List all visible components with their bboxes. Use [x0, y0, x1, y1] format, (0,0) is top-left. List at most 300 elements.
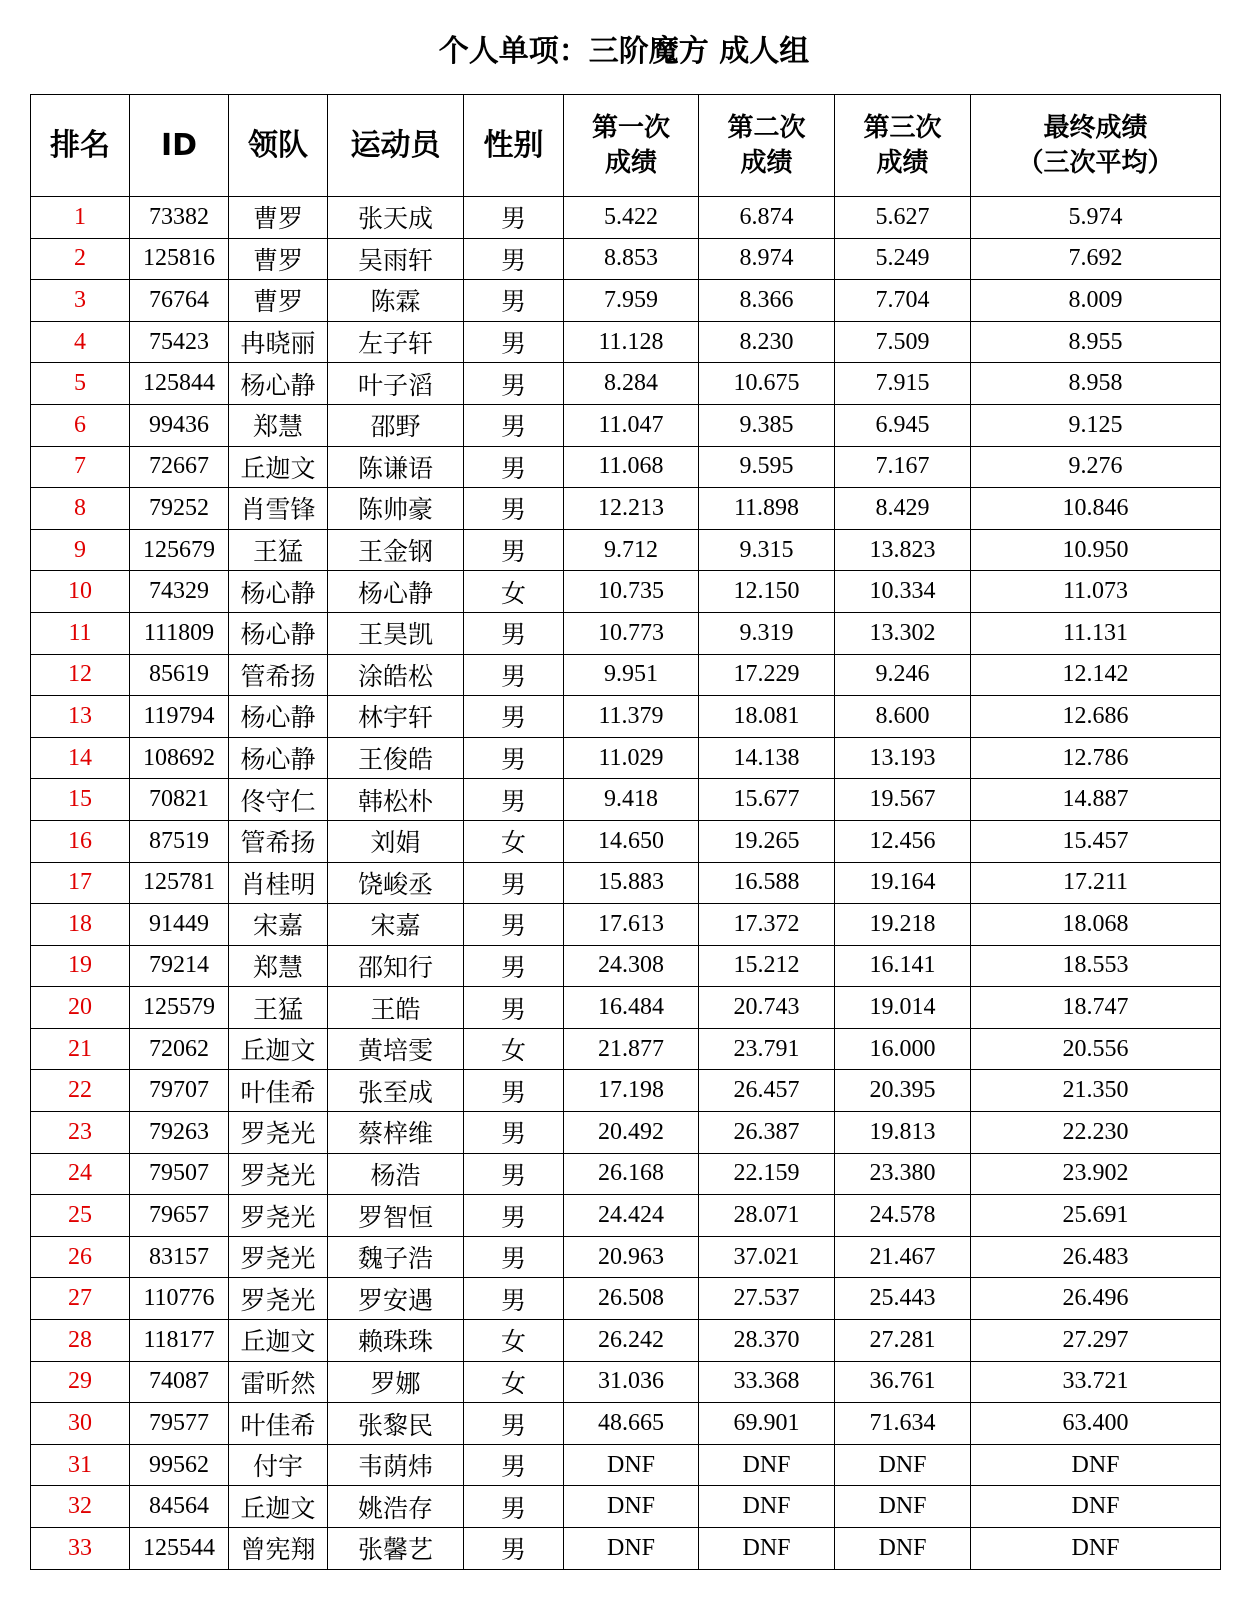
cell-attempt-1: 9.712	[564, 529, 699, 571]
table-row	[31, 446, 1221, 488]
cell-final: 12.786	[971, 737, 1221, 779]
cell-rank: 27	[31, 1278, 130, 1320]
cell-gender: 男	[464, 862, 564, 904]
results-table	[30, 94, 1221, 1570]
cell-rank: 10	[31, 571, 130, 613]
header-athlete: 运动员	[328, 95, 464, 197]
cell-id: 87519	[130, 820, 229, 862]
table-row	[31, 363, 1221, 405]
cell-final: 26.496	[971, 1278, 1221, 1320]
cell-attempt-2: 12.150	[699, 571, 835, 613]
cell-attempt-3: 19.164	[835, 862, 971, 904]
cell-id: 99436	[130, 404, 229, 446]
cell-attempt-2: DNF	[699, 1486, 835, 1528]
table-row	[31, 945, 1221, 987]
cell-athlete: 吴雨轩	[328, 238, 464, 280]
table-row	[31, 571, 1221, 613]
cell-gender: 男	[464, 737, 564, 779]
cell-gender: 女	[464, 1320, 564, 1362]
cell-rank: 18	[31, 904, 130, 946]
cell-leader: 罗尧光	[229, 1112, 328, 1154]
cell-athlete: 杨心静	[328, 571, 464, 613]
cell-gender: 男	[464, 779, 564, 821]
cell-final: 5.974	[971, 197, 1221, 239]
cell-final: 9.276	[971, 446, 1221, 488]
cell-final: 8.009	[971, 280, 1221, 322]
cell-leader: 杨心静	[229, 696, 328, 738]
cell-id: 72667	[130, 446, 229, 488]
cell-rank: 17	[31, 862, 130, 904]
cell-id: 74087	[130, 1361, 229, 1403]
cell-athlete: 黄培雯	[328, 1028, 464, 1070]
cell-id: 70821	[130, 779, 229, 821]
cell-final: DNF	[971, 1528, 1221, 1570]
cell-gender: 男	[464, 987, 564, 1029]
cell-attempt-3: 27.281	[835, 1320, 971, 1362]
cell-attempt-1: 14.650	[564, 820, 699, 862]
cell-id: 125844	[130, 363, 229, 405]
cell-id: 74329	[130, 571, 229, 613]
cell-final: 12.142	[971, 654, 1221, 696]
table-row	[31, 779, 1221, 821]
cell-attempt-1: 26.168	[564, 1153, 699, 1195]
cell-rank: 6	[31, 404, 130, 446]
cell-gender: 男	[464, 1195, 564, 1237]
cell-athlete: 张黎民	[328, 1403, 464, 1445]
cell-gender: 男	[464, 488, 564, 530]
cell-leader: 罗尧光	[229, 1195, 328, 1237]
cell-attempt-3: 8.600	[835, 696, 971, 738]
table-row	[31, 654, 1221, 696]
cell-attempt-2: 9.315	[699, 529, 835, 571]
cell-attempt-2: 8.230	[699, 321, 835, 363]
cell-attempt-3: 19.813	[835, 1112, 971, 1154]
cell-attempt-1: 16.484	[564, 987, 699, 1029]
cell-attempt-1: 20.492	[564, 1112, 699, 1154]
cell-rank: 4	[31, 321, 130, 363]
cell-final: 8.955	[971, 321, 1221, 363]
cell-rank: 32	[31, 1486, 130, 1528]
header-leader: 领队	[229, 95, 328, 197]
cell-attempt-1: 10.773	[564, 612, 699, 654]
cell-rank: 26	[31, 1236, 130, 1278]
cell-attempt-1: 7.959	[564, 280, 699, 322]
cell-final: 11.073	[971, 571, 1221, 613]
cell-attempt-1: DNF	[564, 1528, 699, 1570]
cell-athlete: 饶峻丞	[328, 862, 464, 904]
cell-leader: 丘迦文	[229, 1320, 328, 1362]
cell-rank: 29	[31, 1361, 130, 1403]
cell-attempt-3: 10.334	[835, 571, 971, 613]
header-id: ID	[130, 95, 229, 197]
cell-attempt-3: 8.429	[835, 488, 971, 530]
cell-attempt-2: 28.071	[699, 1195, 835, 1237]
cell-final: 63.400	[971, 1403, 1221, 1445]
cell-gender: 男	[464, 945, 564, 987]
cell-attempt-3: 13.823	[835, 529, 971, 571]
cell-attempt-1: 11.379	[564, 696, 699, 738]
table-row	[31, 1236, 1221, 1278]
cell-rank: 21	[31, 1028, 130, 1070]
cell-athlete: 左子轩	[328, 321, 464, 363]
cell-final: DNF	[971, 1444, 1221, 1486]
cell-attempt-3: 20.395	[835, 1070, 971, 1112]
cell-attempt-2: 33.368	[699, 1361, 835, 1403]
cell-attempt-2: 23.791	[699, 1028, 835, 1070]
table-row	[31, 1528, 1221, 1570]
cell-final: 17.211	[971, 862, 1221, 904]
cell-athlete: 韩松朴	[328, 779, 464, 821]
table-row	[31, 612, 1221, 654]
cell-attempt-3: 19.218	[835, 904, 971, 946]
cell-attempt-3: 13.193	[835, 737, 971, 779]
header-gender: 性别	[464, 95, 564, 197]
cell-attempt-3: 9.246	[835, 654, 971, 696]
cell-attempt-1: 11.068	[564, 446, 699, 488]
cell-attempt-3: 21.467	[835, 1236, 971, 1278]
cell-attempt-1: 21.877	[564, 1028, 699, 1070]
cell-attempt-2: 20.743	[699, 987, 835, 1029]
cell-leader: 曹罗	[229, 197, 328, 239]
cell-athlete: 韦荫炜	[328, 1444, 464, 1486]
cell-id: 125679	[130, 529, 229, 571]
cell-final: 25.691	[971, 1195, 1221, 1237]
cell-gender: 男	[464, 321, 564, 363]
cell-rank: 19	[31, 945, 130, 987]
cell-attempt-3: 19.014	[835, 987, 971, 1029]
cell-attempt-3: 25.443	[835, 1278, 971, 1320]
cell-attempt-2: DNF	[699, 1528, 835, 1570]
cell-final: 7.692	[971, 238, 1221, 280]
header-attempt-1-line1: 第一次	[591, 112, 670, 143]
cell-attempt-3: 13.302	[835, 612, 971, 654]
table-row	[31, 197, 1221, 239]
cell-leader: 宋嘉	[229, 904, 328, 946]
cell-gender: 男	[464, 1070, 564, 1112]
cell-gender: 男	[464, 280, 564, 322]
cell-athlete: 张天成	[328, 197, 464, 239]
cell-attempt-3: 6.945	[835, 404, 971, 446]
cell-attempt-1: 48.665	[564, 1403, 699, 1445]
table-row	[31, 1070, 1221, 1112]
cell-athlete: 刘娟	[328, 820, 464, 862]
cell-final: DNF	[971, 1486, 1221, 1528]
cell-rank: 15	[31, 779, 130, 821]
cell-final: 26.483	[971, 1236, 1221, 1278]
cell-attempt-2: 8.366	[699, 280, 835, 322]
cell-gender: 男	[464, 612, 564, 654]
results-body	[31, 197, 1221, 1570]
cell-athlete: 宋嘉	[328, 904, 464, 946]
cell-attempt-1: 9.951	[564, 654, 699, 696]
cell-athlete: 涂皓松	[328, 654, 464, 696]
cell-gender: 男	[464, 1153, 564, 1195]
cell-attempt-1: 26.508	[564, 1278, 699, 1320]
cell-final: 10.846	[971, 488, 1221, 530]
header-attempt-2	[699, 95, 835, 197]
cell-rank: 13	[31, 696, 130, 738]
cell-attempt-2: 14.138	[699, 737, 835, 779]
cell-attempt-1: 9.418	[564, 779, 699, 821]
table-row	[31, 404, 1221, 446]
cell-attempt-1: 24.308	[564, 945, 699, 987]
table-row	[31, 820, 1221, 862]
cell-final: 27.297	[971, 1320, 1221, 1362]
header-final	[971, 95, 1221, 197]
cell-leader: 杨心静	[229, 737, 328, 779]
table-row	[31, 696, 1221, 738]
cell-leader: 罗尧光	[229, 1278, 328, 1320]
cell-id: 73382	[130, 197, 229, 239]
cell-attempt-2: 6.874	[699, 197, 835, 239]
cell-gender: 男	[464, 654, 564, 696]
cell-attempt-1: DNF	[564, 1486, 699, 1528]
cell-leader: 叶佳希	[229, 1403, 328, 1445]
cell-id: 79577	[130, 1403, 229, 1445]
cell-athlete: 陈帅豪	[328, 488, 464, 530]
cell-leader: 丘迦文	[229, 1486, 328, 1528]
cell-rank: 14	[31, 737, 130, 779]
cell-athlete: 王金钢	[328, 529, 464, 571]
cell-rank: 3	[31, 280, 130, 322]
cell-attempt-1: 5.422	[564, 197, 699, 239]
cell-rank: 24	[31, 1153, 130, 1195]
cell-attempt-2: DNF	[699, 1444, 835, 1486]
cell-gender: 男	[464, 446, 564, 488]
cell-final: 23.902	[971, 1153, 1221, 1195]
cell-id: 125579	[130, 987, 229, 1029]
cell-rank: 7	[31, 446, 130, 488]
cell-attempt-3: DNF	[835, 1486, 971, 1528]
cell-leader: 杨心静	[229, 612, 328, 654]
cell-gender: 男	[464, 1112, 564, 1154]
cell-athlete: 王俊皓	[328, 737, 464, 779]
cell-gender: 女	[464, 820, 564, 862]
cell-final: 18.553	[971, 945, 1221, 987]
cell-leader: 付宇	[229, 1444, 328, 1486]
table-row	[31, 1195, 1221, 1237]
cell-id: 83157	[130, 1236, 229, 1278]
cell-attempt-3: DNF	[835, 1528, 971, 1570]
cell-leader: 杨心静	[229, 363, 328, 405]
cell-final: 18.068	[971, 904, 1221, 946]
cell-leader: 雷昕然	[229, 1361, 328, 1403]
cell-final: 11.131	[971, 612, 1221, 654]
cell-rank: 1	[31, 197, 130, 239]
cell-athlete: 罗智恒	[328, 1195, 464, 1237]
cell-attempt-1: 11.047	[564, 404, 699, 446]
cell-attempt-1: 12.213	[564, 488, 699, 530]
table-row	[31, 1486, 1221, 1528]
cell-final: 9.125	[971, 404, 1221, 446]
header-attempt-2-line1: 第二次	[727, 112, 806, 143]
cell-leader: 罗尧光	[229, 1153, 328, 1195]
cell-id: 125816	[130, 238, 229, 280]
cell-gender: 男	[464, 904, 564, 946]
page-title: 个人单项：三阶魔方 成人组	[438, 34, 810, 69]
cell-attempt-2: 9.385	[699, 404, 835, 446]
cell-attempt-3: 12.456	[835, 820, 971, 862]
cell-rank: 2	[31, 238, 130, 280]
cell-rank: 12	[31, 654, 130, 696]
cell-id: 99562	[130, 1444, 229, 1486]
cell-leader: 管希扬	[229, 820, 328, 862]
cell-athlete: 王皓	[328, 987, 464, 1029]
cell-final: 22.230	[971, 1112, 1221, 1154]
cell-leader: 王猛	[229, 529, 328, 571]
cell-attempt-1: DNF	[564, 1444, 699, 1486]
cell-rank: 22	[31, 1070, 130, 1112]
cell-athlete: 陈霖	[328, 280, 464, 322]
cell-rank: 33	[31, 1528, 130, 1570]
table-row	[31, 238, 1221, 280]
cell-final: 10.950	[971, 529, 1221, 571]
cell-attempt-3: 23.380	[835, 1153, 971, 1195]
cell-attempt-2: 16.588	[699, 862, 835, 904]
cell-attempt-2: 37.021	[699, 1236, 835, 1278]
cell-attempt-2: 28.370	[699, 1320, 835, 1362]
cell-id: 118177	[130, 1320, 229, 1362]
table-row	[31, 1403, 1221, 1445]
cell-gender: 女	[464, 1028, 564, 1070]
cell-rank: 20	[31, 987, 130, 1029]
cell-gender: 男	[464, 1236, 564, 1278]
cell-attempt-2: 11.898	[699, 488, 835, 530]
cell-leader: 叶佳希	[229, 1070, 328, 1112]
cell-athlete: 姚浩存	[328, 1486, 464, 1528]
table-row	[31, 1444, 1221, 1486]
cell-rank: 8	[31, 488, 130, 530]
cell-leader: 杨心静	[229, 571, 328, 613]
cell-attempt-3: 7.509	[835, 321, 971, 363]
cell-gender: 男	[464, 197, 564, 239]
header-attempt-3	[835, 95, 971, 197]
cell-leader: 王猛	[229, 987, 328, 1029]
table-row	[31, 529, 1221, 571]
cell-attempt-3: 71.634	[835, 1403, 971, 1445]
cell-final: 33.721	[971, 1361, 1221, 1403]
cell-attempt-2: 69.901	[699, 1403, 835, 1445]
cell-athlete: 赖珠珠	[328, 1320, 464, 1362]
cell-attempt-2: 10.675	[699, 363, 835, 405]
cell-attempt-3: 36.761	[835, 1361, 971, 1403]
cell-leader: 曾宪翔	[229, 1528, 328, 1570]
cell-athlete: 王昊凯	[328, 612, 464, 654]
cell-id: 85619	[130, 654, 229, 696]
table-row	[31, 1112, 1221, 1154]
cell-attempt-2: 17.372	[699, 904, 835, 946]
cell-attempt-1: 26.242	[564, 1320, 699, 1362]
cell-gender: 男	[464, 1403, 564, 1445]
table-row	[31, 904, 1221, 946]
cell-final: 15.457	[971, 820, 1221, 862]
cell-id: 111809	[130, 612, 229, 654]
cell-id: 79707	[130, 1070, 229, 1112]
cell-id: 79507	[130, 1153, 229, 1195]
cell-gender: 男	[464, 1528, 564, 1570]
cell-athlete: 邵野	[328, 404, 464, 446]
header-final-line2: （三次平均）	[1017, 147, 1174, 178]
header-attempt-1-line2: 成绩	[604, 147, 657, 178]
cell-id: 79657	[130, 1195, 229, 1237]
table-row	[31, 280, 1221, 322]
cell-id: 75423	[130, 321, 229, 363]
table-row	[31, 737, 1221, 779]
cell-rank: 23	[31, 1112, 130, 1154]
cell-gender: 男	[464, 1444, 564, 1486]
header-attempt-2-line2: 成绩	[740, 147, 793, 178]
cell-attempt-3: 19.567	[835, 779, 971, 821]
cell-final: 8.958	[971, 363, 1221, 405]
cell-final: 20.556	[971, 1028, 1221, 1070]
cell-attempt-2: 15.677	[699, 779, 835, 821]
cell-gender: 男	[464, 529, 564, 571]
cell-gender: 男	[464, 1278, 564, 1320]
cell-id: 108692	[130, 737, 229, 779]
cell-attempt-2: 19.265	[699, 820, 835, 862]
cell-id: 79214	[130, 945, 229, 987]
cell-leader: 肖雪锋	[229, 488, 328, 530]
cell-attempt-3: 7.915	[835, 363, 971, 405]
cell-leader: 郑慧	[229, 945, 328, 987]
cell-leader: 曹罗	[229, 280, 328, 322]
cell-attempt-3: 7.167	[835, 446, 971, 488]
cell-id: 84564	[130, 1486, 229, 1528]
cell-leader: 丘迦文	[229, 446, 328, 488]
cell-id: 72062	[130, 1028, 229, 1070]
cell-attempt-1: 15.883	[564, 862, 699, 904]
cell-gender: 男	[464, 404, 564, 446]
cell-attempt-1: 11.128	[564, 321, 699, 363]
cell-attempt-3: DNF	[835, 1444, 971, 1486]
cell-athlete: 叶子滔	[328, 363, 464, 405]
cell-attempt-2: 26.457	[699, 1070, 835, 1112]
cell-gender: 男	[464, 238, 564, 280]
cell-attempt-2: 27.537	[699, 1278, 835, 1320]
table-row	[31, 987, 1221, 1029]
cell-attempt-2: 9.319	[699, 612, 835, 654]
cell-attempt-3: 24.578	[835, 1195, 971, 1237]
table-row	[31, 1028, 1221, 1070]
table-row	[31, 1278, 1221, 1320]
cell-leader: 曹罗	[229, 238, 328, 280]
cell-rank: 30	[31, 1403, 130, 1445]
cell-final: 21.350	[971, 1070, 1221, 1112]
cell-attempt-3: 5.627	[835, 197, 971, 239]
cell-attempt-2: 9.595	[699, 446, 835, 488]
cell-rank: 9	[31, 529, 130, 571]
cell-athlete: 蔡梓维	[328, 1112, 464, 1154]
cell-leader: 佟守仁	[229, 779, 328, 821]
cell-rank: 11	[31, 612, 130, 654]
table-row	[31, 1320, 1221, 1362]
cell-attempt-1: 8.284	[564, 363, 699, 405]
cell-attempt-2: 18.081	[699, 696, 835, 738]
cell-gender: 女	[464, 571, 564, 613]
cell-id: 110776	[130, 1278, 229, 1320]
header-attempt-3-line1: 第三次	[863, 112, 942, 143]
cell-attempt-3: 5.249	[835, 238, 971, 280]
cell-athlete: 林宇轩	[328, 696, 464, 738]
cell-id: 79263	[130, 1112, 229, 1154]
cell-attempt-1: 20.963	[564, 1236, 699, 1278]
table-row	[31, 1153, 1221, 1195]
table-row	[31, 488, 1221, 530]
cell-rank: 16	[31, 820, 130, 862]
cell-leader: 郑慧	[229, 404, 328, 446]
cell-athlete: 罗娜	[328, 1361, 464, 1403]
cell-attempt-2: 26.387	[699, 1112, 835, 1154]
